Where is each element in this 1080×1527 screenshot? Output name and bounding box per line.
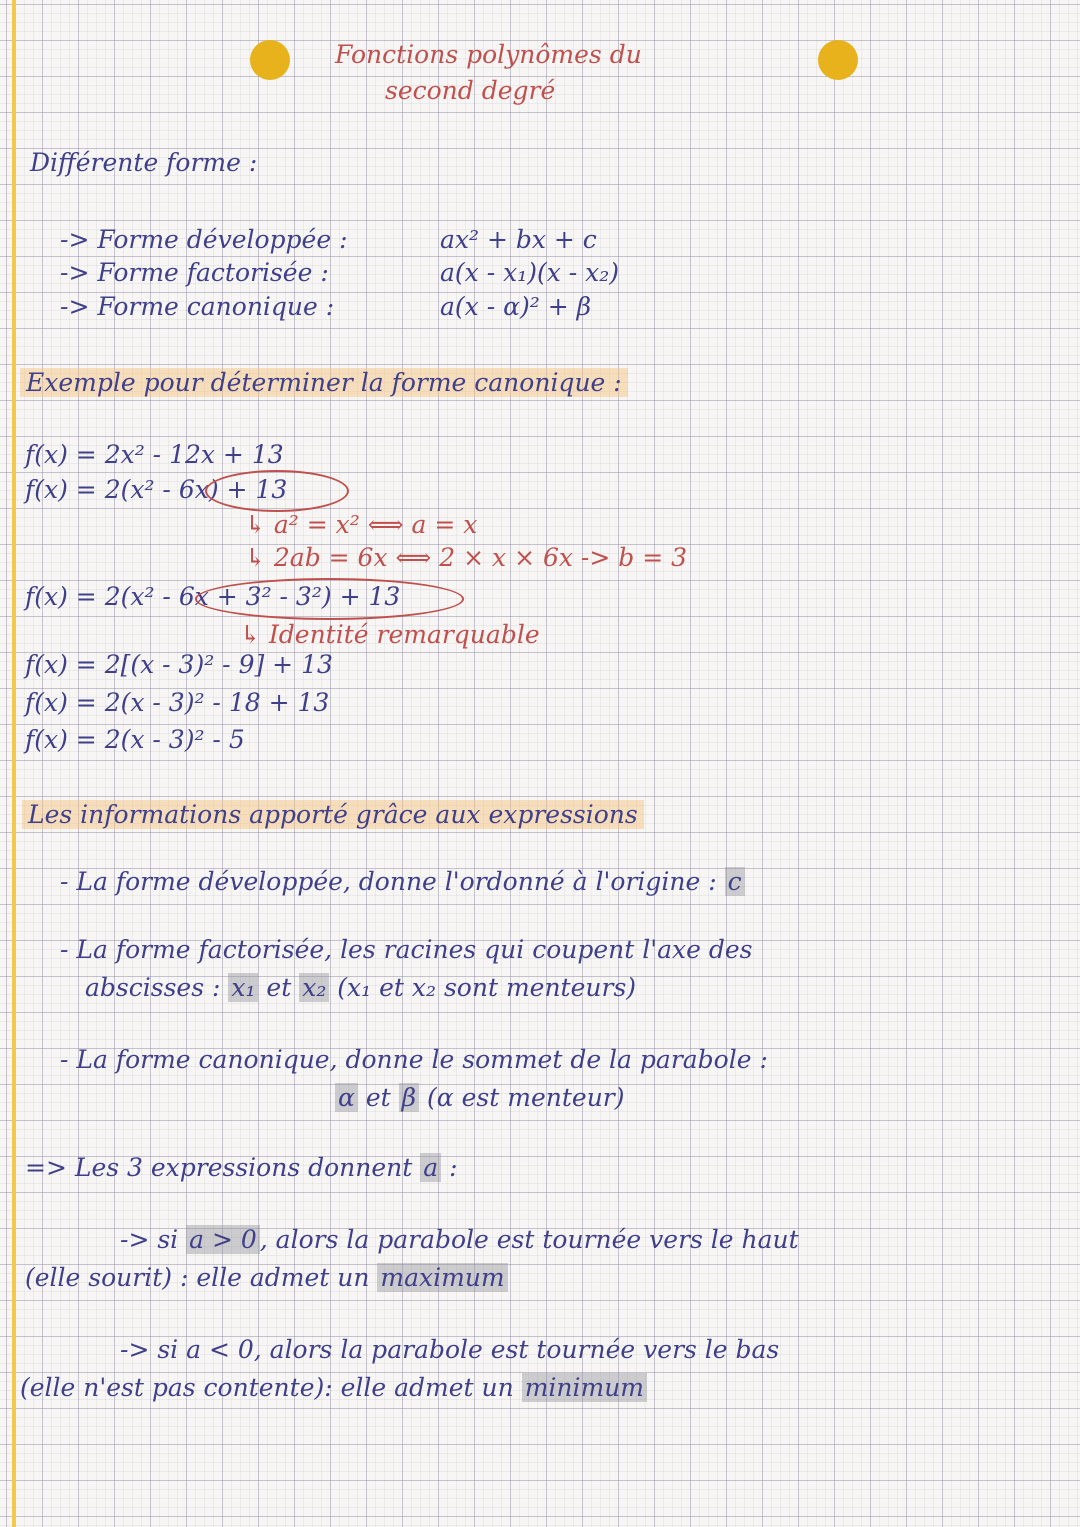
bullet-factorised-line1: - La forme factorisée, les racines qui coupent l'axe des (60, 935, 753, 964)
red-circle-annotation (205, 470, 349, 512)
annotation-line: ↳ Identité remarquable (240, 620, 540, 649)
bullet-developed: - La forme développée, donne l'ordonné à l'origine : c (60, 867, 745, 897)
form-expr: a(x - x₁)(x - x₂) (440, 258, 620, 287)
annotation-line: ↳ 2ab = 6x ⟺ 2 × x × 6x -> b = 3 (245, 543, 688, 572)
binder-hole-right (818, 40, 858, 80)
margin-line (12, 0, 16, 1527)
bullet-canonical-line1: - La forme canonique, donne le sommet de la parabole : (60, 1045, 768, 1074)
form-label: -> Forme développée : (60, 225, 348, 254)
form-label: -> Forme canonique : (60, 292, 335, 321)
form-expr: ax² + bx + c (440, 225, 597, 254)
case-positive-line2: (elle sourit) : elle admet un maximum (25, 1263, 508, 1293)
equation-line: f(x) = 2[(x - 3)² - 9] + 13 (25, 650, 333, 679)
conclusion-heading: => Les 3 expressions donnent a : (25, 1153, 458, 1182)
equation-line: f(x) = 2(x² - 6x + 3² - 3²) + 13 (25, 582, 401, 611)
equation-line: f(x) = 2(x - 3)² - 5 (25, 725, 245, 754)
section-heading-example: Exemple pour déterminer la forme canonique : (20, 368, 628, 397)
red-circle-annotation (195, 578, 464, 620)
case-negative-line1: -> si a < 0, alors la parabole est tournée vers le bas (120, 1335, 780, 1364)
case-positive-line1: -> si a > 0 , alors la parabole est tournée vers le haut (120, 1225, 799, 1254)
equation-line: f(x) = 2x² - 12x + 13 (25, 440, 284, 469)
bullet-canonical-line2: α et β (α est menteur) (335, 1083, 625, 1113)
annotation-line: ↳ a² = x² ⟺ a = x (245, 510, 478, 539)
form-expr: a(x - α)² + β (440, 292, 592, 321)
case-negative-line2: (elle n'est pas contente): elle admet un minimum (20, 1373, 647, 1403)
section-heading-information: Les informations apporté grâce aux expressions (22, 800, 644, 830)
binder-hole-left (250, 40, 290, 80)
title-line-2: second degré (385, 76, 556, 105)
equation-line: f(x) = 2(x² - 6x) + 13 (25, 475, 288, 504)
bullet-factorised-line2: abscisses : x₁ et x₂ (x₁ et x₂ sont menteurs) (85, 973, 637, 1002)
title-line-1: Fonctions polynômes du (335, 40, 642, 69)
section-heading-forms: Différente forme : (30, 148, 258, 177)
form-label: -> Forme factorisée : (60, 258, 329, 287)
equation-line: f(x) = 2(x - 3)² - 18 + 13 (25, 688, 330, 717)
